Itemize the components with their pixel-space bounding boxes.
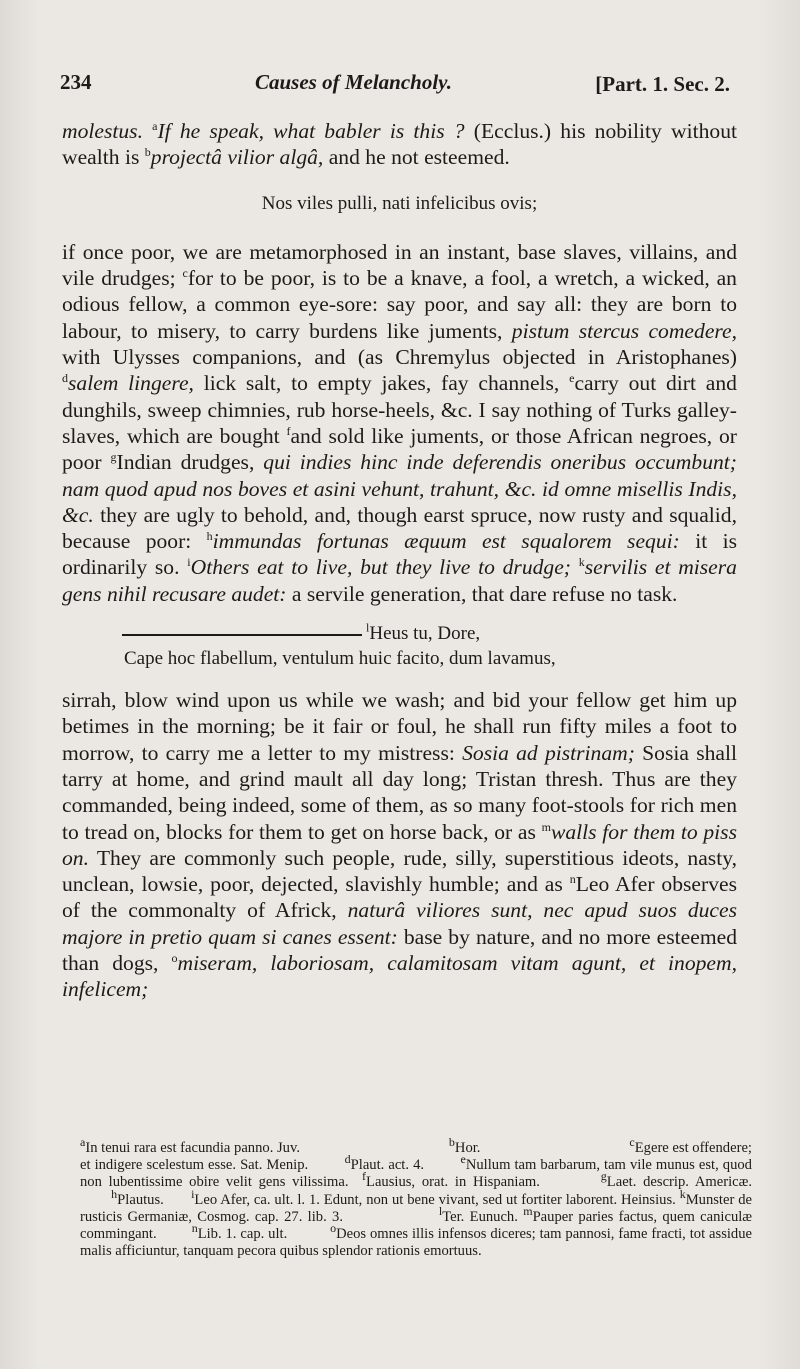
footnote-marker: n bbox=[191, 1221, 198, 1236]
footnote-c-start bbox=[629, 1135, 752, 1157]
text-span: immundas fortunas æquum est squalorem sequi: bbox=[212, 529, 680, 554]
note-ref-b[interactable]: b bbox=[144, 145, 151, 160]
footnote-marker: b bbox=[448, 1135, 455, 1150]
text-span: Heus tu, Dore, bbox=[369, 623, 481, 645]
note-ref-e[interactable]: e bbox=[569, 371, 575, 386]
footnote-marker: l bbox=[438, 1203, 443, 1218]
text-span: Others eat to live, but they live to drudge; bbox=[190, 555, 571, 580]
text-span: it is ordinarily so. bbox=[62, 529, 737, 580]
footnote-e: Nullum tam barbarum, tam vile munus est, quod non lubentissime obire velit gens vilissima. bbox=[80, 1157, 752, 1191]
text-span: lick salt, to empty jakes, fay channels, bbox=[203, 371, 560, 396]
paragraph-3 bbox=[62, 687, 737, 1003]
footnote-l: Ter. Eunuch. bbox=[442, 1208, 518, 1225]
text-span: if once poor, we are metamorphosed in an instant, base slaves, villains, and vile drudges; bbox=[62, 239, 737, 291]
verse-line-1 bbox=[62, 621, 737, 646]
paragraph-2 bbox=[62, 239, 737, 607]
text-span: Leo Afer observes of the commonalty of Africk, bbox=[62, 872, 737, 923]
text-span: qui indies hinc inde deferendis oneribus occumbunt; nam quod apud nos boves et asini vehunt, trahunt, bbox=[62, 450, 737, 501]
footnote-marker: g bbox=[600, 1169, 607, 1184]
text-span: naturâ viliores sunt, nec apud suos duces majore in pretio quam si canes essent: bbox=[62, 898, 737, 949]
footnote-i: Leo Afer, ca. ult. l. 1. Edunt, non ut bene vivant, sed ut fortiter laborent. Heinsius. bbox=[194, 1191, 676, 1208]
text-span: walls for them to piss on. bbox=[62, 819, 737, 870]
footnote-f: Lausius, orat. in Hispaniam. bbox=[366, 1174, 540, 1191]
text-span: id omne misellis Indis, bbox=[542, 476, 737, 501]
note-ref-k[interactable]: k bbox=[578, 555, 585, 570]
text-span: Indian drudges, bbox=[116, 450, 255, 475]
footnote-g: Laet. descrip. Americæ. bbox=[606, 1174, 753, 1191]
footnote-h: Plautus. bbox=[117, 1191, 164, 1208]
footnote-marker: k bbox=[679, 1186, 686, 1201]
note-ref-d[interactable]: d bbox=[62, 371, 68, 386]
verse-quote: Nos viles pulli, nati infelicibus ovis; bbox=[261, 192, 538, 214]
text-span: (Ecclus.) his nobility without wealth is bbox=[62, 119, 737, 170]
text-span: and he not esteemed. bbox=[328, 145, 510, 170]
page-number: 234 bbox=[60, 70, 92, 94]
note-ref-h[interactable]: h bbox=[206, 528, 213, 543]
text-span: for to be poor, is to be a knave, a fool, a wretch, a wicked, an odious fellow, a common eye-sore: say poor, and say all: they are born to labour, to misery, to carry burdens like juments, bbox=[62, 266, 737, 343]
note-ref-g[interactable]: g bbox=[110, 450, 117, 465]
footnote-m: Pauper paries factus, quem caniculæ commingant. bbox=[80, 1208, 753, 1243]
text-span: Sosia shall tarry at home, and grind mault all day long; Tristan thresh. Thus are they commanded, being indeed, some of them, as so many foot-stools for rich men to tread on, blocks for them to get on horse back, or as bbox=[62, 740, 737, 844]
footnote-marker: c bbox=[629, 1135, 635, 1150]
running-header bbox=[60, 70, 730, 106]
text-span: sirrah, blow wind upon us while we wash; and bid your fellow get him up betimes in the morning; be it fair or foul, he shall run fifty miles a foot to morrow, to carry me a letter to my mistress: bbox=[62, 688, 737, 765]
footnote-marker: m bbox=[523, 1203, 533, 1218]
footnote-text: Egere est offendere; bbox=[634, 1140, 752, 1156]
main-text bbox=[62, 118, 737, 1003]
note-ref-i[interactable]: i bbox=[187, 555, 191, 570]
footnote-k: Munster de rusticis Germaniæ, Cosmog. cap. 27. lib. 3. bbox=[80, 1191, 752, 1225]
footnote-marker: e bbox=[460, 1152, 466, 1167]
verse-quote-2 bbox=[62, 621, 737, 671]
text-span: projectâ vilior algâ, bbox=[150, 145, 324, 170]
text-span: servilis et misera gens nihil recusare audet: bbox=[62, 555, 737, 606]
footnote-d: Plaut. act. 4. bbox=[350, 1157, 425, 1174]
text-span: miseram, laboriosam, calamitosam vitam agunt, et inopem, infelicem; bbox=[62, 951, 737, 1002]
part-section: [Part. 1. Sec. 2. bbox=[595, 72, 730, 96]
footnote-marker: f bbox=[362, 1169, 367, 1184]
note-ref-f[interactable]: f bbox=[286, 423, 291, 438]
footnote-marker: i bbox=[191, 1186, 195, 1201]
text-span: carry out dirt and dunghils, sweep chimnies, rub horse-heels, &c. I say nothing of Turks galley-slaves, which are bought bbox=[62, 371, 737, 448]
text-span: &c. bbox=[62, 502, 94, 527]
footnote-text: Hor. bbox=[454, 1140, 481, 1156]
text-span: salem lingere, bbox=[68, 371, 194, 396]
running-title: Causes of Melancholy. bbox=[255, 70, 452, 94]
footnote-marker: h bbox=[111, 1186, 118, 1201]
text-span: They are commonly such people, rude, silly, superstitious ideots, nasty, unclean, lowsie, poor, dejected, slavishly humble; and as bbox=[62, 845, 738, 897]
verse-rule bbox=[122, 634, 362, 636]
footnote-a bbox=[80, 1135, 300, 1157]
text-span: with Ulysses companions, and (as Chremylus objected in Aristophanes) bbox=[62, 345, 737, 370]
footnote-marker: d bbox=[344, 1152, 351, 1167]
note-ref-o[interactable]: o bbox=[171, 950, 178, 965]
footnote-marker: a bbox=[80, 1135, 86, 1150]
footnote-text: et indigere scelestum esse. Sat. Menip. bbox=[80, 1157, 309, 1174]
paragraph-1 bbox=[62, 118, 737, 171]
text-span: a servile generation, that dare refuse no task. bbox=[291, 581, 678, 606]
note-ref-n[interactable]: n bbox=[569, 871, 576, 886]
footnote-o: Deos omnes illis infensos diceres; tam pannosi, fame fracti, tot assidue malis afficiuntur, tanquam pecora quibus splendor rationis emortuus. bbox=[80, 1226, 752, 1260]
text-span: Sosia ad pistrinam; bbox=[462, 740, 635, 765]
footnotes bbox=[80, 1135, 753, 1260]
footnote-marker: o bbox=[330, 1221, 337, 1236]
text-span: they are ugly to behold, and, though earst spruce, now rusty and squalid, because poor: bbox=[62, 502, 737, 554]
text-span: pistum stercus comedere, bbox=[511, 318, 737, 343]
footnote-block bbox=[80, 1152, 753, 1260]
note-ref-c[interactable]: c bbox=[182, 266, 188, 280]
note-ref-a[interactable]: a bbox=[152, 118, 158, 133]
text-span: base by nature, and no more esteemed than dogs, bbox=[62, 924, 737, 976]
note-ref-m[interactable]: m bbox=[541, 819, 551, 834]
verse-line-2: Cape hoc flabellum, ventulum huic facito, dum lavamus, bbox=[124, 648, 556, 670]
footnote-n: Lib. 1. cap. ult. bbox=[197, 1226, 288, 1243]
footnote-line bbox=[80, 1135, 752, 1157]
text-span: molestus. bbox=[62, 119, 143, 143]
text-span: &c. bbox=[504, 476, 537, 501]
footnote-text: In tenui rara est facundia panno. Juv. bbox=[85, 1140, 300, 1156]
text-span: and sold like juments, or those African negroes, or poor bbox=[62, 423, 737, 475]
note-ref-l[interactable]: l bbox=[366, 620, 370, 635]
text-span: If he speak, what babler is this ? bbox=[157, 119, 465, 143]
